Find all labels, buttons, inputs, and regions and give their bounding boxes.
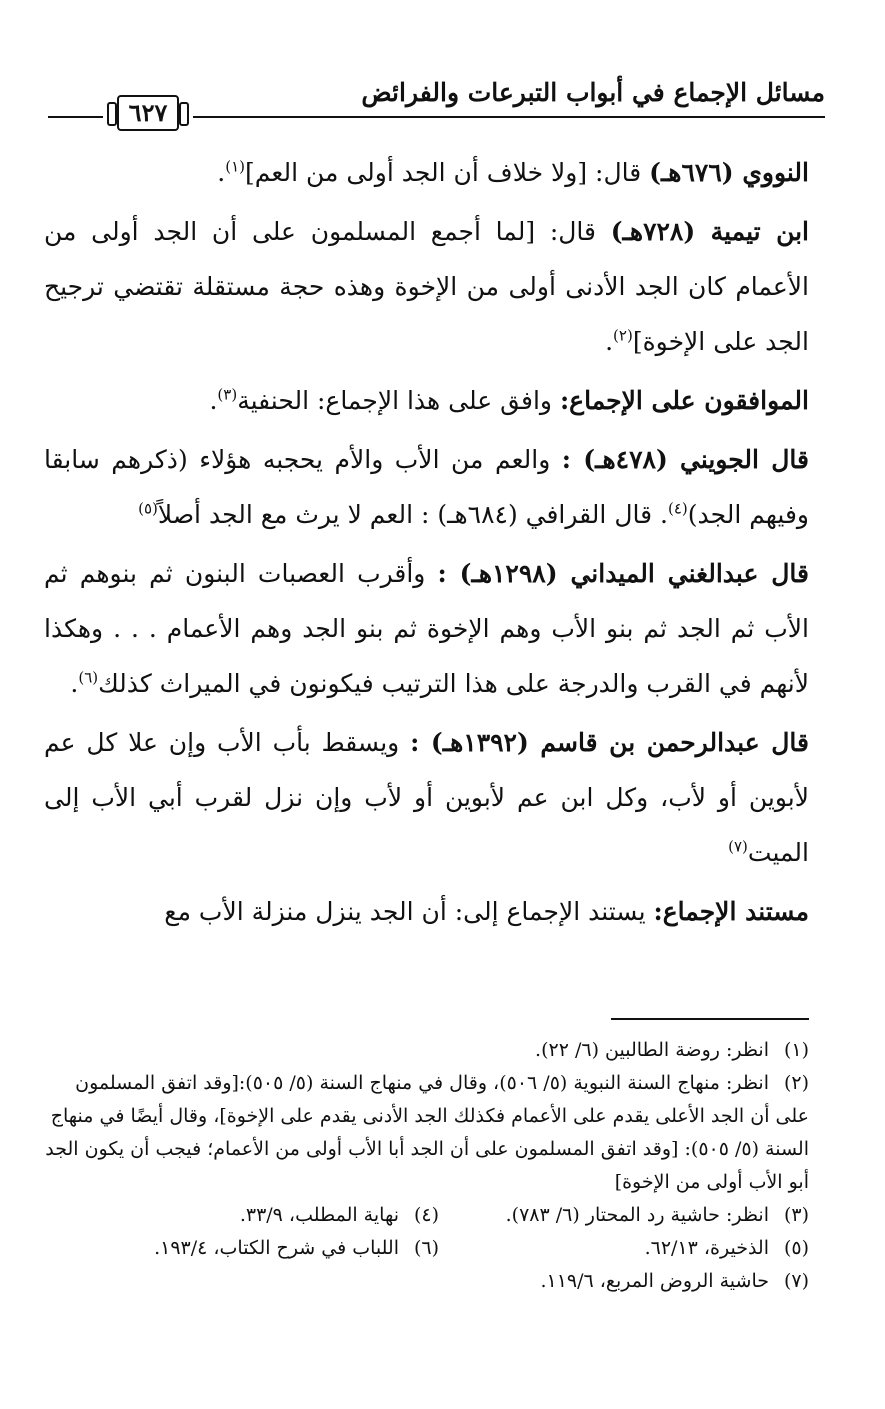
- footnote-ref: (٥): [138, 499, 158, 518]
- footnote-text: انظر: روضة الطالبين (٦/ ٢٢).: [535, 1039, 769, 1061]
- paragraph-tail: .: [217, 158, 226, 187]
- footnote-ref: (٢): [613, 326, 633, 345]
- running-title: مسائل الإجماع في أبواب التبرعات والفرائض: [361, 78, 825, 107]
- paragraph-lead: الموافقون على الإجماع:: [559, 386, 809, 415]
- paragraph: [44, 884, 809, 939]
- page-header: [48, 78, 825, 126]
- footnote-item: [439, 1232, 809, 1265]
- paragraph-text: وأقرب العصبات البنون ثم بنوهم ثم الأب ثم الجد ثم بنو الأب وهم الإخوة ثم بنو الجد وهم الأعمام . . . وهكذا لأنهم في القرب والدرجة على هذا الترتيب فيكونون في الميراث كذلك: [44, 559, 809, 698]
- footnote-text: الذخيرة، ٦٢/١٣.: [644, 1237, 769, 1259]
- paragraph: [44, 432, 809, 542]
- paragraph: [44, 373, 809, 428]
- paragraph: [44, 204, 809, 369]
- paragraph: [44, 715, 809, 880]
- footnote-number: (٣): [783, 1204, 809, 1226]
- footnote-text: نهاية المطلب، ٣٣/٩.: [239, 1204, 399, 1226]
- paragraph-text: ويسقط بأب الأب وإن علا كل عم لأبوين أو لأب، وكل ابن عم لأبوين أو لأب وإن نزل لقرب أبي الأب إلى الميت: [44, 728, 809, 867]
- paragraph-tail: . قال القرافي (٦٨٤هـ) : العم لا يرث مع الجد أصلاً: [157, 500, 668, 529]
- footnote-ref: (٦): [78, 668, 99, 687]
- footnote-row: [40, 1199, 809, 1232]
- page-number: ٦٢٧: [117, 95, 180, 131]
- paragraph-text: يستند الإجماع إلى: أن الجد ينزل منزلة الأب مع: [164, 897, 654, 926]
- paragraph-tail: .: [70, 669, 79, 698]
- footnote-ref: (١): [225, 157, 246, 176]
- footnote-ref: (٧): [728, 837, 748, 856]
- footnote-number: (٤): [413, 1204, 439, 1226]
- footnote-number: (٥): [783, 1237, 809, 1259]
- footnote-number: (٢): [783, 1072, 809, 1094]
- paragraph-lead: قال عبدالرحمن بن قاسم (١٣٩٢هـ) :: [410, 728, 809, 757]
- footnotes: [40, 1034, 809, 1298]
- paragraph-lead: النووي (٦٧٦هـ): [649, 158, 809, 187]
- footnote-item: [154, 1232, 439, 1265]
- footnote-item: [240, 1199, 439, 1232]
- paragraph: [44, 546, 809, 711]
- paragraph-text: قال: [ولا خلاف أن الجد أولى من العم]: [245, 158, 650, 187]
- paragraph-tail: .: [209, 386, 218, 415]
- footnote-ref: (٤): [667, 499, 688, 518]
- paragraph-lead: قال الجويني (٤٧٨هـ) :: [561, 445, 809, 474]
- footnote-text: انظر: حاشية رد المحتار (٦/ ٧٨٣).: [505, 1204, 769, 1226]
- footnote-item: [439, 1199, 809, 1232]
- paragraph-text: والعم من الأب والأم يحجبه هؤلاء (ذكرهم سابقا وفيهم الجد): [44, 445, 809, 529]
- paragraph-lead: ابن تيمية (٧٢٨هـ): [610, 217, 810, 246]
- footnote-row: [40, 1232, 809, 1265]
- footnote-text: انظر: منهاج السنة النبوية (٥/ ٥٠٦)، وقال في منهاج السنة (٥/ ٥٠٥):[وقد اتفق المسلمون على أن الجد الأعلى يقدم على الأعمام فكذلك الجد الأدنى يقدم على الإخوة]، وقال أيضًا في منهاج السنة (٥/ ٥٠٥): [وقد اتفق المسلمون على أن الجد أبا الأب أولى من الأعمام؛ فيجب أن يكون الجد أبو الأب أولى من الإخوة]: [45, 1072, 809, 1193]
- footnote-text: اللباب في شرح الكتاب، ١٩٣/٤.: [154, 1237, 399, 1259]
- footnote-ref: (٣): [217, 385, 238, 404]
- paragraph-tail: .: [605, 327, 614, 356]
- main-text: [44, 145, 809, 943]
- paragraph-text: قال: [لما أجمع المسلمون على أن الجد أولى من الأعمام كان الجد الأدنى أولى من الإخوة وهذه حجة مستقلة تقتضي ترجيح الجد على الإخوة]: [44, 217, 809, 356]
- page-number-box: [103, 94, 193, 132]
- paragraph-lead: مستند الإجماع:: [653, 897, 809, 926]
- footnote-item: [40, 1067, 809, 1199]
- paragraph-lead: قال عبدالغني الميداني (١٢٩٨هـ) :: [437, 559, 809, 588]
- footnote-number: (٧): [783, 1270, 809, 1292]
- footnote-item: [40, 1034, 809, 1067]
- footnote-text: حاشية الروض المربع، ١١٩/٦.: [540, 1270, 769, 1292]
- footnote-separator: [611, 1018, 809, 1020]
- footnote-number: (٦): [413, 1237, 439, 1259]
- paragraph: [44, 145, 809, 200]
- paragraph-text: وافق على هذا الإجماع: الحنفية: [237, 386, 560, 415]
- footnote-item: [40, 1265, 809, 1298]
- footnote-number: (١): [783, 1039, 809, 1061]
